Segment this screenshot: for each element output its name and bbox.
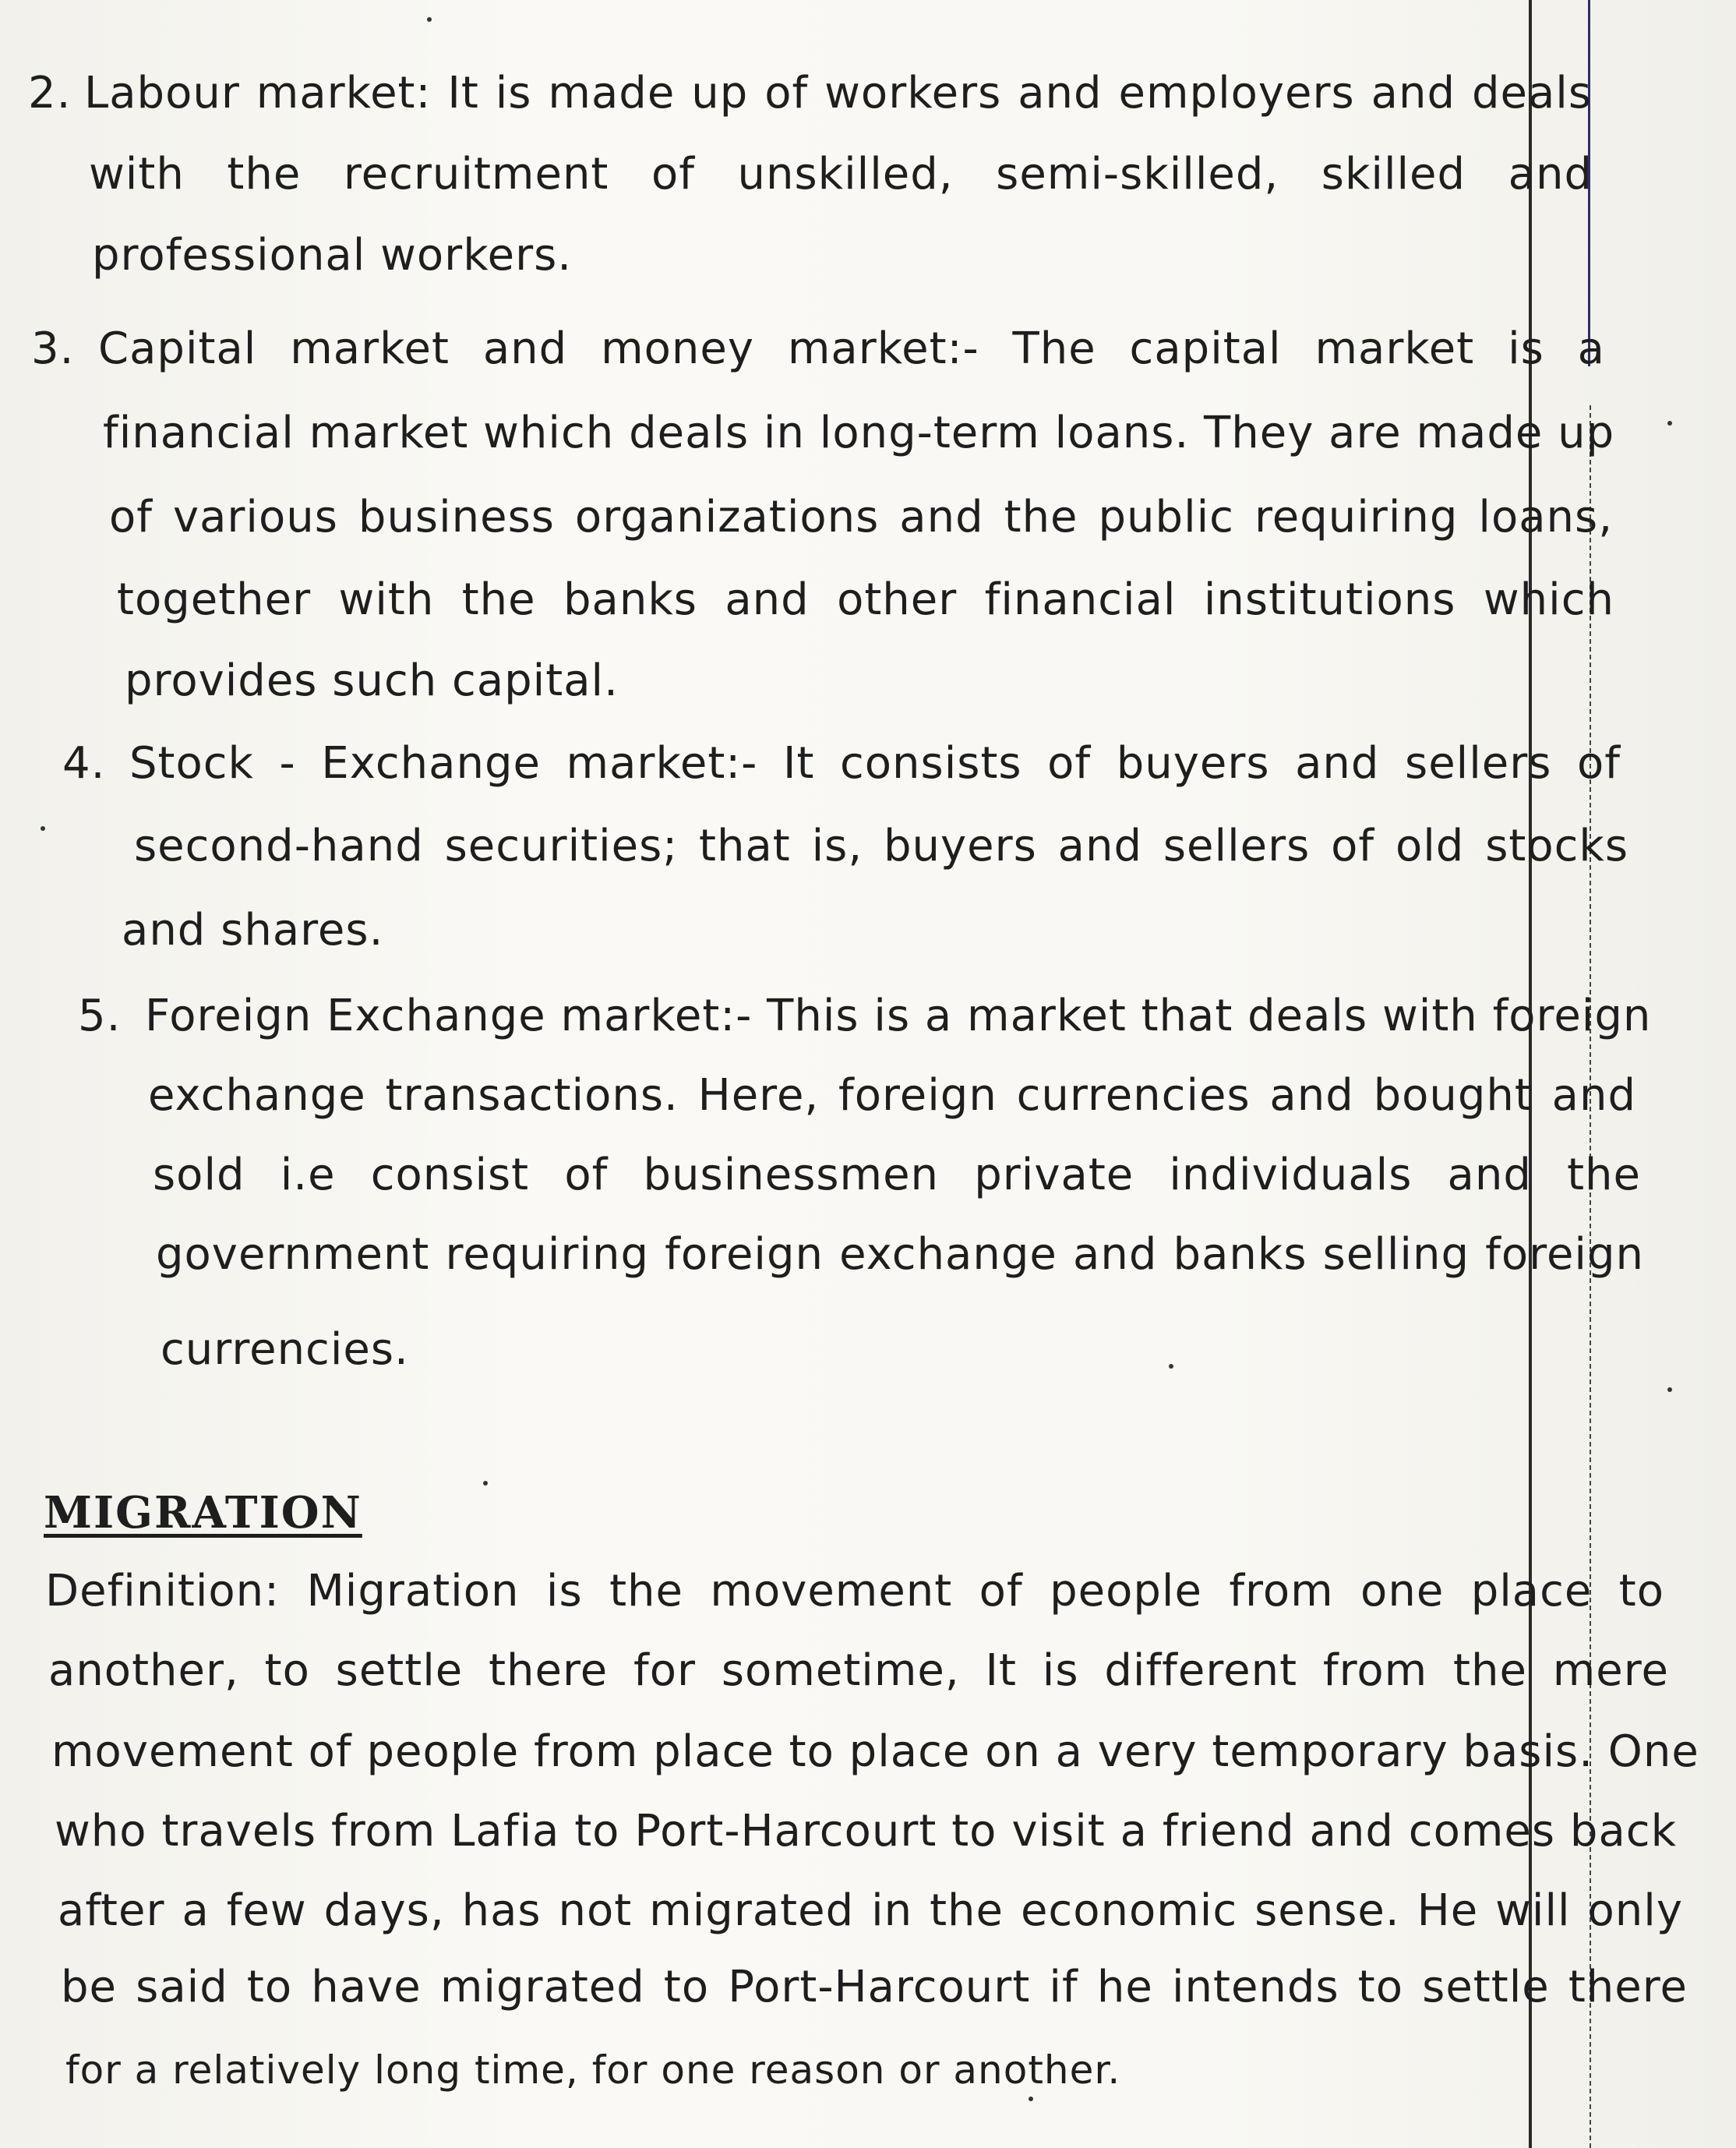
list-number: 2. — [28, 68, 72, 118]
text-line: for a relatively long time, for one reason or another. — [65, 2047, 1121, 2093]
scan-speck — [41, 826, 45, 831]
text-line: movement of people from place to place on a very temporary basis. One — [51, 1726, 1699, 1777]
text-line: professional workers. — [92, 230, 573, 281]
text-line: after a few days, has not migrated in the economic sense. He will only — [58, 1885, 1683, 1936]
text-line: and shares. — [122, 905, 384, 956]
text-line: Foreign Exchange market:- This is a market that deals with foreign — [145, 991, 1652, 1041]
text-line: second-hand securities; that is, buyers and sellers of old stocks — [134, 821, 1628, 871]
scan-speck — [1667, 421, 1672, 426]
scan-speck — [1169, 1364, 1173, 1369]
text-line: together with the banks and other financial institutions which — [117, 574, 1614, 625]
text-line: of various business organizations and the public requiring loans, — [109, 492, 1613, 542]
scan-speck — [483, 1481, 488, 1486]
text-line: another, to settle there for sometime, It is different from the mere — [48, 1645, 1669, 1696]
text-line: who travels from Lafia to Port-Harcourt to visit a friend and comes back — [55, 1806, 1677, 1857]
scan-speck — [427, 17, 432, 22]
section-heading-migration: MIGRATION — [44, 1487, 362, 1539]
text-line: with the recruitment of unskilled, semi-skilled, skilled and — [89, 149, 1593, 200]
text-line: financial market which deals in long-term loans. They are made up — [103, 408, 1615, 458]
text-line: Capital market and money market:- The capital market is a — [98, 323, 1605, 374]
scan-speck — [1667, 1387, 1672, 1392]
text-line: sold i.e consist of businessmen private individuals and the — [153, 1150, 1641, 1200]
text-line: Labour market: It is made up of workers and employers and deals — [84, 68, 1592, 118]
list-number: 3. — [31, 323, 75, 374]
text-line: provides such capital. — [125, 655, 619, 706]
text-line: currencies. — [161, 1324, 409, 1375]
text-line: Stock - Exchange market:- It consists of buyers and sellers of — [129, 738, 1621, 789]
list-number: 4. — [62, 738, 106, 789]
list-number: 5. — [78, 991, 122, 1041]
scan-speck — [1029, 2097, 1033, 2101]
text-line: Definition: Migration is the movement of people from one place to — [45, 1566, 1664, 1616]
text-line: government requiring foreign exchange and banks selling foreign — [156, 1229, 1644, 1280]
text-line: exchange transactions. Here, foreign currencies and bought and — [148, 1070, 1636, 1121]
text-line: be said to have migrated to Port-Harcourt if he intends to settle there — [61, 1962, 1688, 2012]
